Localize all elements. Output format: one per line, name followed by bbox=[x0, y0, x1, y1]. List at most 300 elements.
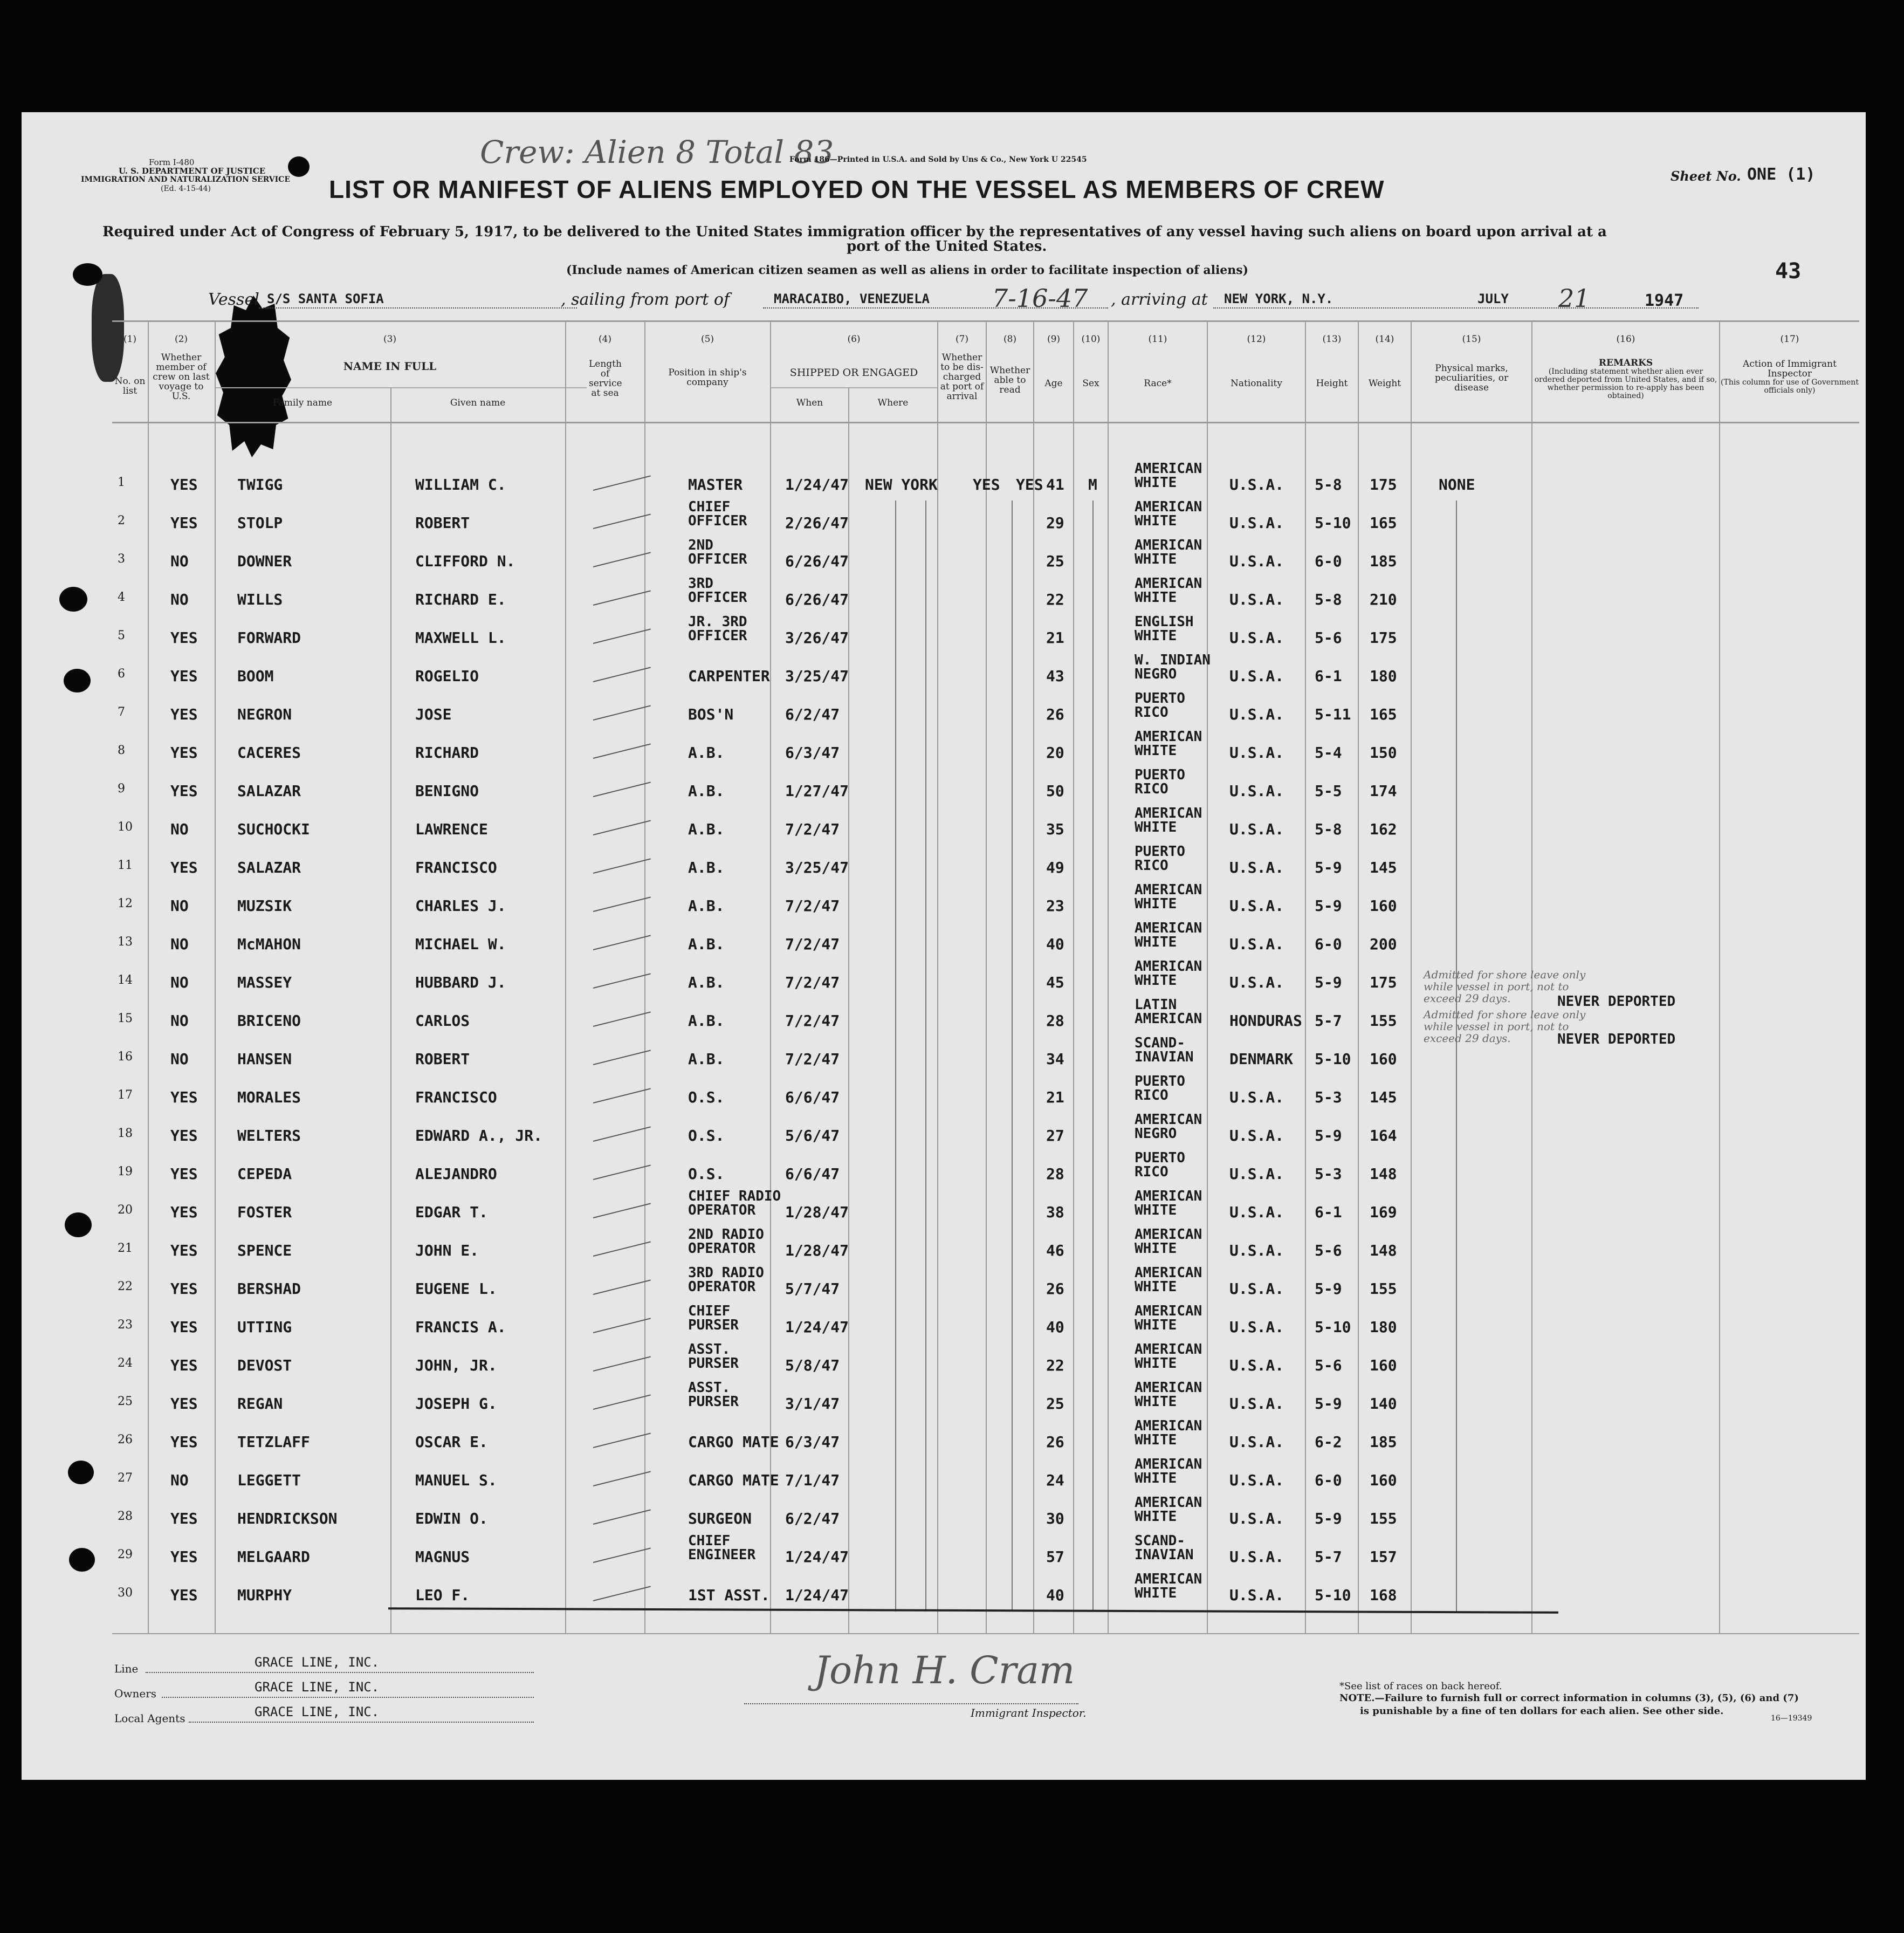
race: NEGRO bbox=[1135, 666, 1177, 682]
given-name: CHARLES J. bbox=[415, 897, 506, 915]
port-to-rule bbox=[1213, 307, 1699, 309]
position: 3RD bbox=[688, 575, 713, 592]
col-divider bbox=[1719, 320, 1720, 1633]
race: AMERICAN bbox=[1135, 1011, 1202, 1027]
given-name: JOHN E. bbox=[415, 1242, 479, 1259]
shipped-when: 3/25/47 bbox=[785, 667, 849, 685]
family-name: HANSEN bbox=[237, 1050, 292, 1068]
height: 5-7 bbox=[1315, 1548, 1342, 1566]
age: 28 bbox=[1046, 1165, 1064, 1183]
shipped-when: 7/2/47 bbox=[785, 897, 840, 915]
sex: M bbox=[1088, 476, 1097, 493]
weight: 175 bbox=[1370, 974, 1397, 991]
position: CARGO MATE bbox=[688, 1471, 779, 1489]
race: AMERICAN bbox=[1135, 575, 1202, 592]
nationality: U.S.A. bbox=[1229, 1356, 1284, 1374]
line-rule bbox=[146, 1672, 534, 1673]
last-voyage: YES bbox=[170, 705, 198, 723]
arriving-label: , arriving at bbox=[1111, 290, 1208, 309]
height: 6-0 bbox=[1315, 935, 1342, 953]
nationality: U.S.A. bbox=[1229, 1471, 1284, 1489]
last-voyage: NO bbox=[170, 1471, 189, 1489]
race: PUERTO bbox=[1135, 767, 1185, 783]
position: A.B. bbox=[688, 1012, 725, 1030]
col-divider bbox=[1108, 320, 1109, 1633]
given-name: RICHARD E. bbox=[415, 591, 506, 608]
nationality: U.S.A. bbox=[1229, 897, 1284, 915]
service-tick-mark bbox=[593, 475, 651, 491]
service-tick-mark bbox=[593, 1471, 651, 1486]
position: OFFICER bbox=[688, 513, 747, 529]
col-1-header: (1) No. on list bbox=[114, 334, 146, 396]
given-name: MAGNUS bbox=[415, 1548, 470, 1566]
height: 6-0 bbox=[1315, 1471, 1342, 1489]
height: 5-5 bbox=[1315, 782, 1342, 800]
service: IMMIGRATION AND NATURALIZATION SERVICE bbox=[81, 175, 290, 184]
owners-label: Owners bbox=[114, 1687, 157, 1700]
shipped-when: 3/1/47 bbox=[785, 1395, 840, 1413]
position: A.B. bbox=[688, 744, 725, 762]
row-number: 29 bbox=[118, 1548, 133, 1561]
shipped-when: 6/3/47 bbox=[785, 744, 840, 762]
nationality: U.S.A. bbox=[1229, 1127, 1284, 1144]
height: 5-11 bbox=[1315, 705, 1351, 723]
service-tick-mark bbox=[593, 552, 651, 567]
family-name: HENDRICKSON bbox=[237, 1510, 338, 1527]
given-name: FRANCISCO bbox=[415, 1088, 497, 1106]
nationality: U.S.A. bbox=[1229, 1395, 1284, 1413]
age: 26 bbox=[1046, 1280, 1064, 1298]
family-name: WILLS bbox=[237, 591, 283, 608]
col-divider bbox=[937, 320, 938, 1633]
shipped-when: 2/26/47 bbox=[785, 514, 849, 532]
inspector-rule bbox=[744, 1703, 1078, 1704]
catalog-code: 16—19349 bbox=[1771, 1714, 1812, 1723]
position: A.B. bbox=[688, 1050, 725, 1068]
given-name: MAXWELL L. bbox=[415, 629, 506, 647]
nationality: U.S.A. bbox=[1229, 820, 1284, 838]
service-tick-mark bbox=[593, 1050, 651, 1065]
height: 6-1 bbox=[1315, 1203, 1342, 1221]
last-voyage: YES bbox=[170, 1242, 198, 1259]
last-voyage: YES bbox=[170, 1395, 198, 1413]
line-label: Line bbox=[114, 1662, 139, 1675]
inspector-signature: John H. Cram bbox=[814, 1648, 1075, 1692]
given-name: OSCAR E. bbox=[415, 1433, 488, 1451]
given-name: ALEJANDRO bbox=[415, 1165, 497, 1183]
given-name-header: Given name bbox=[450, 397, 506, 408]
family-name: DOWNER bbox=[237, 552, 292, 570]
given-name: ROGELIO bbox=[415, 667, 479, 685]
position: PURSER bbox=[688, 1317, 739, 1333]
last-voyage: NO bbox=[170, 1050, 189, 1068]
last-voyage: NO bbox=[170, 974, 189, 991]
weight: 185 bbox=[1370, 1433, 1397, 1451]
age: 26 bbox=[1046, 1433, 1064, 1451]
shore-leave-note: Admitted for shore leave only while vessel in port, not to exceed 29 days. bbox=[1424, 1008, 1586, 1045]
weight: 180 bbox=[1370, 1318, 1397, 1336]
row-number: 20 bbox=[118, 1203, 133, 1217]
nationality: U.S.A. bbox=[1229, 1088, 1284, 1106]
height: 5-4 bbox=[1315, 744, 1342, 762]
race: AMERICAN bbox=[1135, 729, 1202, 745]
vessel-label: Vessel bbox=[208, 290, 259, 309]
last-voyage: YES bbox=[170, 514, 198, 532]
discharged: YES bbox=[973, 476, 1000, 493]
weight: 175 bbox=[1370, 476, 1397, 493]
height: 5-6 bbox=[1315, 629, 1342, 647]
row-number: 28 bbox=[118, 1510, 133, 1523]
weight: 155 bbox=[1370, 1510, 1397, 1527]
col-7-header: (7) Whether to be dis-charged at port of arrival bbox=[940, 334, 984, 402]
nationality: U.S.A. bbox=[1229, 1242, 1284, 1259]
race: W. INDIAN bbox=[1135, 652, 1211, 668]
col-divider bbox=[390, 387, 391, 1633]
vessel-rule bbox=[259, 307, 577, 309]
race: WHITE bbox=[1135, 1585, 1177, 1601]
height: 5-9 bbox=[1315, 1510, 1342, 1527]
col-4-header: (4) Length of service at sea bbox=[589, 334, 622, 399]
required-line-2: port of the United States. bbox=[847, 238, 1047, 255]
position: CHIEF bbox=[688, 1533, 731, 1549]
given-name: WILLIAM C. bbox=[415, 476, 506, 493]
race: WHITE bbox=[1135, 1509, 1177, 1525]
position: 2ND RADIO bbox=[688, 1226, 764, 1243]
race: AMERICAN bbox=[1135, 1188, 1202, 1204]
last-voyage: NO bbox=[170, 1012, 189, 1030]
weight: 157 bbox=[1370, 1548, 1397, 1566]
race: WHITE bbox=[1135, 1470, 1177, 1486]
agents-label: Local Agents bbox=[114, 1712, 185, 1725]
family-name: SALAZAR bbox=[237, 859, 301, 876]
race: RICO bbox=[1135, 1164, 1168, 1180]
shipped-when: 1/24/47 bbox=[785, 1586, 849, 1604]
height: 5-9 bbox=[1315, 1127, 1342, 1144]
end-of-list-rule bbox=[388, 1607, 1558, 1614]
department: U. S. DEPARTMENT OF JUSTICE bbox=[119, 166, 266, 176]
service-tick-mark bbox=[593, 1011, 651, 1027]
age: 27 bbox=[1046, 1127, 1064, 1144]
shipped-when: 6/6/47 bbox=[785, 1088, 840, 1106]
given-name: JOHN, JR. bbox=[415, 1356, 497, 1374]
family-name-header: Family name bbox=[272, 397, 333, 408]
ditto-discharged bbox=[925, 501, 926, 1612]
nationality: U.S.A. bbox=[1229, 552, 1284, 570]
position: 1ST ASST. bbox=[688, 1586, 770, 1604]
row-number: 12 bbox=[118, 897, 133, 910]
service-tick-mark bbox=[593, 667, 651, 682]
col-divider bbox=[215, 320, 216, 1633]
shipped-when: 7/2/47 bbox=[785, 820, 840, 838]
position: O.S. bbox=[688, 1127, 725, 1144]
age: 26 bbox=[1046, 705, 1064, 723]
row-number: 13 bbox=[118, 935, 133, 949]
last-voyage: YES bbox=[170, 1356, 198, 1374]
age: 57 bbox=[1046, 1548, 1064, 1566]
ditto-sex bbox=[1092, 501, 1094, 1612]
position: O.S. bbox=[688, 1165, 725, 1183]
race: WHITE bbox=[1135, 1202, 1177, 1218]
col-15-header: (15) Physical marks, peculiarities, or disease bbox=[1434, 334, 1509, 393]
given-name: FRANCISCO bbox=[415, 859, 497, 876]
weight: 175 bbox=[1370, 629, 1397, 647]
service-tick-mark bbox=[593, 1432, 651, 1448]
last-voyage: YES bbox=[170, 1586, 198, 1604]
include-note: (Include names of American citizen seamen as well as aliens in order to facilitate inspection of aliens) bbox=[566, 263, 1249, 277]
sheet-value: ONE (1) bbox=[1747, 165, 1816, 184]
col-17-header: (17) Action of Immigrant Inspector (This column for use of Government officials only) bbox=[1721, 334, 1859, 395]
last-voyage: NO bbox=[170, 591, 189, 608]
row-number: 8 bbox=[118, 744, 125, 757]
age: 43 bbox=[1046, 667, 1064, 685]
race: WHITE bbox=[1135, 934, 1177, 950]
family-name: BRICENO bbox=[237, 1012, 301, 1030]
shipped-when: 5/8/47 bbox=[785, 1356, 840, 1374]
service-tick-mark bbox=[593, 1586, 651, 1601]
punch-hole bbox=[59, 587, 87, 612]
col-divider bbox=[1033, 320, 1034, 1633]
position: OFFICER bbox=[688, 628, 747, 644]
punch-hole bbox=[69, 1548, 95, 1572]
col-8-header: (8) Whether able to read bbox=[989, 334, 1030, 395]
agents-rule bbox=[189, 1722, 534, 1723]
given-name: CARLOS bbox=[415, 1012, 470, 1030]
service-tick-mark bbox=[593, 1279, 651, 1295]
weight: 165 bbox=[1370, 705, 1397, 723]
race: AMERICAN bbox=[1135, 805, 1202, 821]
age: 41 bbox=[1046, 476, 1064, 493]
race: PUERTO bbox=[1135, 844, 1185, 860]
sailing-label: , sailing from port of bbox=[561, 290, 730, 309]
row-number: 6 bbox=[118, 667, 125, 681]
able-to-read: YES bbox=[1016, 476, 1043, 493]
service-tick-mark bbox=[593, 513, 651, 529]
age: 35 bbox=[1046, 820, 1064, 838]
race: WHITE bbox=[1135, 628, 1177, 644]
family-name: MELGAARD bbox=[237, 1548, 310, 1566]
last-voyage: YES bbox=[170, 1280, 198, 1298]
last-voyage: YES bbox=[170, 1165, 198, 1183]
family-name: MORALES bbox=[237, 1088, 301, 1106]
row-number: 3 bbox=[118, 552, 125, 566]
nationality: U.S.A. bbox=[1229, 514, 1284, 532]
height: 5-10 bbox=[1315, 514, 1351, 532]
owners-rule bbox=[162, 1697, 534, 1698]
service-tick-mark bbox=[593, 1164, 651, 1180]
weight: 169 bbox=[1370, 1203, 1397, 1221]
inspector-label: Immigrant Inspector. bbox=[971, 1706, 1087, 1719]
family-name: BOOM bbox=[237, 667, 274, 685]
family-name: FOSTER bbox=[237, 1203, 292, 1221]
height: 5-3 bbox=[1315, 1088, 1342, 1106]
position: A.B. bbox=[688, 935, 725, 953]
weight: 185 bbox=[1370, 552, 1397, 570]
last-voyage: YES bbox=[170, 1318, 198, 1336]
punch-hole bbox=[64, 669, 91, 693]
height: 5-9 bbox=[1315, 897, 1342, 915]
row-number: 7 bbox=[118, 705, 125, 719]
table-bottom-rule bbox=[112, 1633, 1859, 1634]
position: SURGEON bbox=[688, 1510, 752, 1527]
position: CHIEF bbox=[688, 1303, 731, 1319]
race: RICO bbox=[1135, 704, 1168, 721]
race: AMERICAN bbox=[1135, 958, 1202, 975]
last-voyage: YES bbox=[170, 1127, 198, 1144]
position: A.B. bbox=[688, 820, 725, 838]
nationality: U.S.A. bbox=[1229, 1548, 1284, 1566]
col-divider bbox=[1207, 320, 1208, 1633]
position: CARPENTER bbox=[688, 667, 770, 685]
service-tick-mark bbox=[593, 628, 651, 644]
race: WHITE bbox=[1135, 1317, 1177, 1333]
last-voyage: YES bbox=[170, 1203, 198, 1221]
age: 25 bbox=[1046, 1395, 1064, 1413]
race-note: *See list of races on back hereof. bbox=[1339, 1681, 1502, 1692]
race: AMERICAN bbox=[1135, 1495, 1202, 1511]
col-16-header: (16) REMARKS (Including statement whether alien ever ordered deported from United States, and if so, whether permission to re-apply has been obtained) bbox=[1534, 334, 1717, 400]
when-header: When bbox=[796, 397, 823, 408]
height: 5-6 bbox=[1315, 1242, 1342, 1259]
race: RICO bbox=[1135, 1087, 1168, 1103]
shipped-when: 7/2/47 bbox=[785, 935, 840, 953]
shipped-when: 6/3/47 bbox=[785, 1433, 840, 1451]
shipped-when: 6/26/47 bbox=[785, 591, 849, 608]
physical-marks: NONE bbox=[1439, 476, 1475, 493]
family-name: MURPHY bbox=[237, 1586, 292, 1604]
last-voyage: NO bbox=[170, 935, 189, 953]
race: LATIN bbox=[1135, 997, 1177, 1013]
shore-leave-note: Admitted for shore leave only while vessel in port, not to exceed 29 days. bbox=[1424, 968, 1586, 1005]
col-5-header: (5) Position in ship's company bbox=[668, 334, 747, 388]
service-tick-mark bbox=[593, 1509, 651, 1525]
service-tick-mark bbox=[593, 590, 651, 606]
height: 5-7 bbox=[1315, 1012, 1342, 1030]
last-voyage: YES bbox=[170, 744, 198, 762]
race: ENGLISH bbox=[1135, 614, 1194, 630]
row-number: 11 bbox=[118, 859, 133, 872]
shipped-when: 1/24/47 bbox=[785, 476, 849, 493]
row-number: 4 bbox=[118, 591, 125, 604]
height: 5-9 bbox=[1315, 974, 1342, 991]
nationality: U.S.A. bbox=[1229, 782, 1284, 800]
last-voyage: NO bbox=[170, 897, 189, 915]
vessel-name: S/S SANTA SOFIA bbox=[267, 291, 384, 306]
race: WHITE bbox=[1135, 1240, 1177, 1257]
manifest-sheet bbox=[22, 112, 1866, 1780]
age: 46 bbox=[1046, 1242, 1064, 1259]
family-name: WELTERS bbox=[237, 1127, 301, 1144]
col-6-header: (6) SHIPPED OR ENGAGED bbox=[789, 334, 918, 379]
nationality: U.S.A. bbox=[1229, 1203, 1284, 1221]
nationality: U.S.A. bbox=[1229, 974, 1284, 991]
shipped-when: 6/6/47 bbox=[785, 1165, 840, 1183]
last-voyage: NO bbox=[170, 552, 189, 570]
row-number: 16 bbox=[118, 1050, 133, 1064]
row-number: 25 bbox=[118, 1395, 133, 1408]
punch-hole bbox=[68, 1461, 94, 1484]
family-name: NEGRON bbox=[237, 705, 292, 723]
col-divider bbox=[1073, 320, 1074, 1633]
race: WHITE bbox=[1135, 1279, 1177, 1295]
weight: 160 bbox=[1370, 1356, 1397, 1374]
position: ENGINEER bbox=[688, 1547, 756, 1563]
race: AMERICAN bbox=[1135, 1380, 1202, 1396]
where-header: Where bbox=[877, 397, 909, 408]
age: 40 bbox=[1046, 935, 1064, 953]
family-name: CEPEDA bbox=[237, 1165, 292, 1183]
last-voyage: YES bbox=[170, 667, 198, 685]
col-divider bbox=[1358, 320, 1359, 1633]
shipped-subheader-rule bbox=[770, 387, 937, 388]
given-name: EDWIN O. bbox=[415, 1510, 488, 1527]
service-tick-mark bbox=[593, 896, 651, 912]
col-14-header: (14) Weight bbox=[1368, 334, 1401, 389]
family-name: SPENCE bbox=[237, 1242, 292, 1259]
race: AMERICAN bbox=[1135, 1341, 1202, 1358]
nationality: U.S.A. bbox=[1229, 476, 1284, 493]
page-number: 43 bbox=[1775, 259, 1802, 284]
race: PUERTO bbox=[1135, 1073, 1185, 1089]
col-9-header: (9) Age bbox=[1044, 334, 1063, 389]
position: OPERATOR bbox=[688, 1240, 756, 1257]
shipped-when: 5/7/47 bbox=[785, 1280, 840, 1298]
row-number: 18 bbox=[118, 1127, 133, 1140]
last-voyage: YES bbox=[170, 1548, 198, 1566]
form-number: Form I-480 bbox=[149, 157, 195, 167]
age: 40 bbox=[1046, 1586, 1064, 1604]
row-number: 15 bbox=[118, 1012, 133, 1025]
weight: 160 bbox=[1370, 1050, 1397, 1068]
family-name: McMAHON bbox=[237, 935, 301, 953]
service-tick-mark bbox=[593, 820, 651, 835]
given-name: CLIFFORD N. bbox=[415, 552, 515, 570]
age: 28 bbox=[1046, 1012, 1064, 1030]
row-number: 21 bbox=[118, 1242, 133, 1255]
weight: 155 bbox=[1370, 1280, 1397, 1298]
given-name: MICHAEL W. bbox=[415, 935, 506, 953]
service-tick-mark bbox=[593, 1547, 651, 1563]
weight: 160 bbox=[1370, 1471, 1397, 1489]
position: A.B. bbox=[688, 897, 725, 915]
shipped-when: 6/26/47 bbox=[785, 552, 849, 570]
family-name: DEVOST bbox=[237, 1356, 292, 1374]
col-divider bbox=[148, 320, 149, 1633]
age: 50 bbox=[1046, 782, 1064, 800]
weight: 148 bbox=[1370, 1165, 1397, 1183]
race: INAVIAN bbox=[1135, 1049, 1194, 1065]
race: AMERICAN bbox=[1135, 1303, 1202, 1319]
nationality: U.S.A. bbox=[1229, 744, 1284, 762]
col-divider bbox=[644, 320, 645, 1633]
position: OFFICER bbox=[688, 590, 747, 606]
owners-value: GRACE LINE, INC. bbox=[255, 1680, 380, 1695]
weight: 145 bbox=[1370, 859, 1397, 876]
position: OFFICER bbox=[688, 551, 747, 567]
remarks-never-deported: NEVER DEPORTED bbox=[1557, 993, 1676, 1010]
position: ASST. bbox=[688, 1341, 731, 1358]
family-name: MASSEY bbox=[237, 974, 292, 991]
col-divider bbox=[1411, 320, 1412, 1633]
family-name: REGAN bbox=[237, 1395, 283, 1413]
weight: 165 bbox=[1370, 514, 1397, 532]
last-voyage: YES bbox=[170, 859, 198, 876]
col-divider bbox=[986, 320, 987, 1633]
position: A.B. bbox=[688, 859, 725, 876]
position: CHIEF RADIO bbox=[688, 1188, 781, 1204]
sheet-label: Sheet No. bbox=[1671, 168, 1741, 184]
height: 5-9 bbox=[1315, 1395, 1342, 1413]
weight: 145 bbox=[1370, 1088, 1397, 1106]
